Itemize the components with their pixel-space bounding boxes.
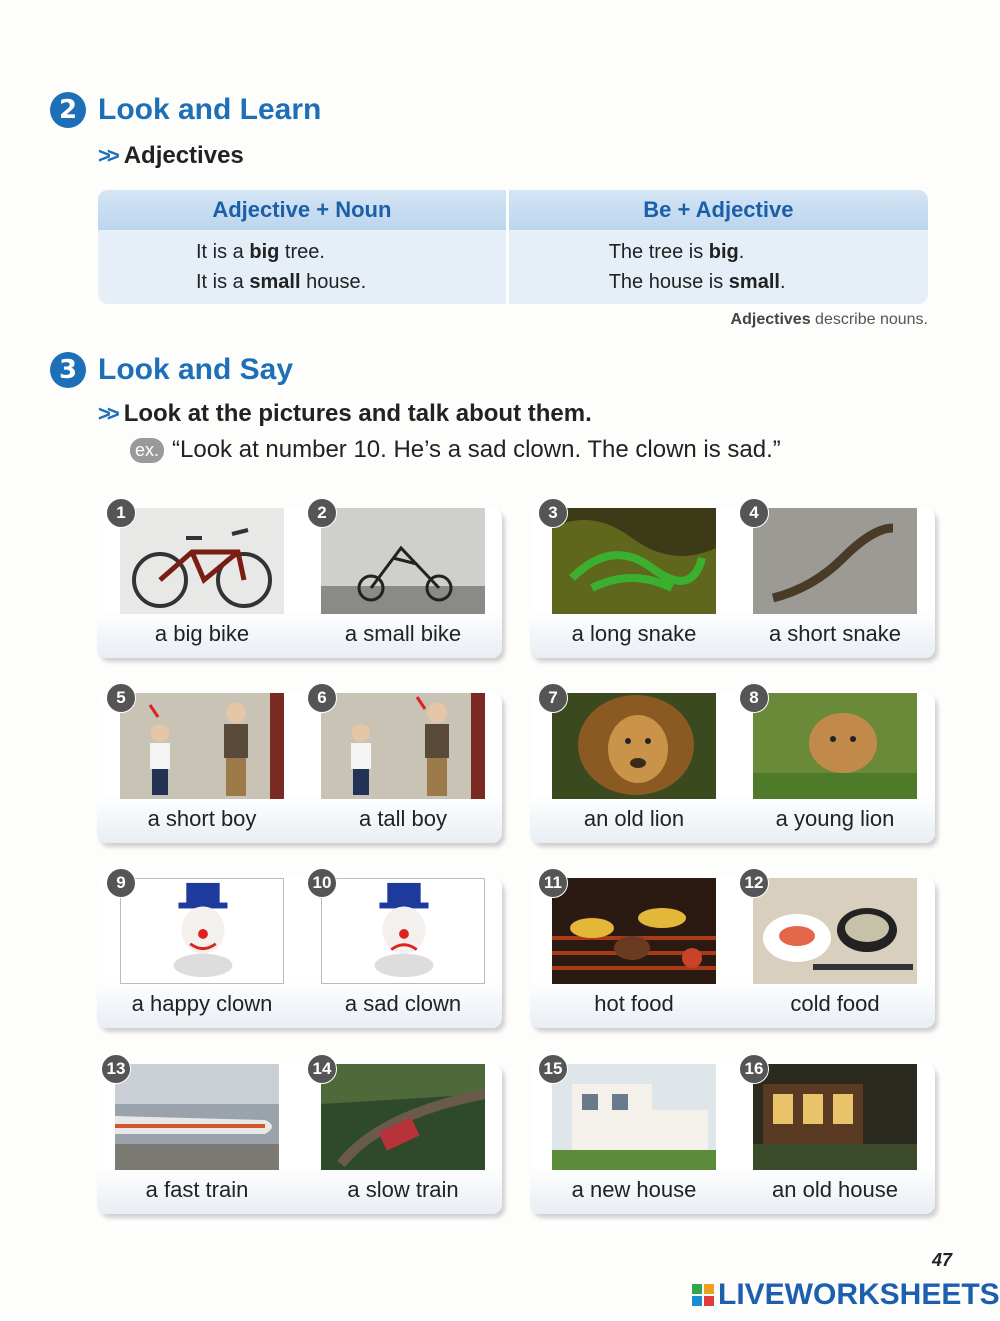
instruction-text: Look at the pictures and talk about them. [123, 400, 592, 427]
picture-item [548, 688, 722, 832]
item-caption: a small bike [344, 621, 462, 646]
picture-pair [530, 1059, 935, 1214]
old-lion-image [552, 693, 716, 799]
page-number: 47 [931, 1250, 952, 1270]
cold-food-image [753, 878, 917, 984]
example-text: “Look at number 10. He’s a sad clown. The clown is sad.” [172, 436, 781, 463]
picture-item [543, 1059, 722, 1203]
picture-pair [530, 873, 935, 1028]
item-caption: a young lion [775, 806, 895, 831]
picture-item [749, 688, 923, 832]
subtitle-text: Adjectives [123, 142, 244, 169]
picture-pair [530, 503, 935, 658]
picture-item [744, 1059, 923, 1203]
item-number: 4 [739, 498, 769, 528]
item-caption: a short boy [147, 806, 257, 831]
grammar-cell-1 [98, 230, 509, 304]
item-caption: a sad clown [344, 991, 462, 1016]
ex-badge: ex. [130, 438, 164, 463]
picture-item [544, 873, 722, 1017]
section-title: Look and Learn [98, 93, 322, 126]
picture-pair [97, 873, 502, 1028]
grammar-table [98, 190, 928, 304]
item-number: 10 [307, 868, 337, 898]
hot-food-image [552, 878, 716, 984]
long-snake-image [552, 508, 716, 614]
grammar-sentence: It is a big tree. [196, 241, 325, 263]
short-snake-image [753, 508, 917, 614]
picture-item [749, 503, 923, 647]
fast-train-image [115, 1064, 279, 1170]
section-title: Look and Say [98, 353, 294, 386]
slow-train-image [321, 1064, 485, 1170]
item-number: 15 [538, 1054, 568, 1084]
item-number: 1 [106, 498, 136, 528]
item-caption: cold food [790, 991, 880, 1016]
short-boy-image [120, 693, 284, 799]
new-house-image [552, 1064, 716, 1170]
tall-boy-image [321, 693, 485, 799]
item-caption: a short snake [768, 621, 902, 646]
grammar-sentence: The house is small. [608, 271, 786, 293]
section-2-subtitle [98, 142, 244, 170]
item-caption: an old house [772, 1177, 898, 1202]
section-3-heading [50, 352, 293, 388]
item-caption: a tall boy [358, 806, 448, 831]
item-number: 9 [106, 868, 136, 898]
grammar-cell-2 [509, 230, 928, 304]
item-caption: an old lion [583, 806, 685, 831]
picture-item [116, 503, 290, 647]
item-number: 2 [307, 498, 337, 528]
sad-clown-image [321, 878, 485, 984]
picture-pair [97, 1059, 502, 1214]
old-house-image [753, 1064, 917, 1170]
picture-item [106, 1059, 285, 1203]
picture-pair [530, 688, 935, 843]
item-number: 8 [739, 683, 769, 713]
picture-item [317, 503, 491, 647]
example-line [130, 436, 781, 464]
grammar-note: Adjectives describe nouns. [730, 311, 928, 328]
young-lion-image [753, 693, 917, 799]
item-caption: a happy clown [131, 991, 273, 1016]
picture-item [116, 873, 290, 1017]
section-number: 2 [50, 92, 86, 128]
item-number: 11 [538, 868, 568, 898]
grammar-sentence: The tree is big. [608, 241, 745, 263]
liveworksheets-logo [692, 1278, 1000, 1312]
picture-item [548, 503, 722, 647]
grammar-header-1: Adjective + Noun [98, 190, 509, 230]
item-number: 5 [106, 683, 136, 713]
small-bike-image [321, 508, 485, 614]
logo-grid-icon [692, 1284, 714, 1306]
double-chevron-icon: >> [98, 401, 116, 426]
item-caption: hot food [594, 991, 674, 1016]
item-caption: a long snake [571, 621, 697, 646]
happy-clown-image [120, 878, 284, 984]
item-number: 13 [101, 1054, 131, 1084]
item-number: 12 [739, 868, 769, 898]
picture-pair [97, 503, 502, 658]
item-caption: a big bike [154, 621, 250, 646]
grammar-header-2: Be + Adjective [509, 190, 928, 230]
item-number: 6 [307, 683, 337, 713]
picture-item [317, 688, 491, 832]
item-number: 3 [538, 498, 568, 528]
picture-item [312, 1059, 491, 1203]
picture-item [116, 688, 290, 832]
section-3-instruction [98, 400, 592, 428]
picture-item [744, 873, 923, 1017]
double-chevron-icon: >> [98, 143, 116, 168]
item-caption: a fast train [145, 1177, 249, 1202]
item-number: 7 [538, 683, 568, 713]
item-caption: a new house [571, 1177, 697, 1202]
picture-pair [97, 688, 502, 843]
item-caption: a slow train [347, 1177, 459, 1202]
item-number: 16 [739, 1054, 769, 1084]
section-number: 3 [50, 352, 86, 388]
logo-text: LIVEWORKSHEETS [718, 1278, 1000, 1311]
item-number: 14 [307, 1054, 337, 1084]
section-2-heading [50, 92, 321, 128]
grammar-sentence: It is a small house. [196, 271, 367, 293]
big-bike-image [120, 508, 284, 614]
picture-item [312, 873, 491, 1017]
